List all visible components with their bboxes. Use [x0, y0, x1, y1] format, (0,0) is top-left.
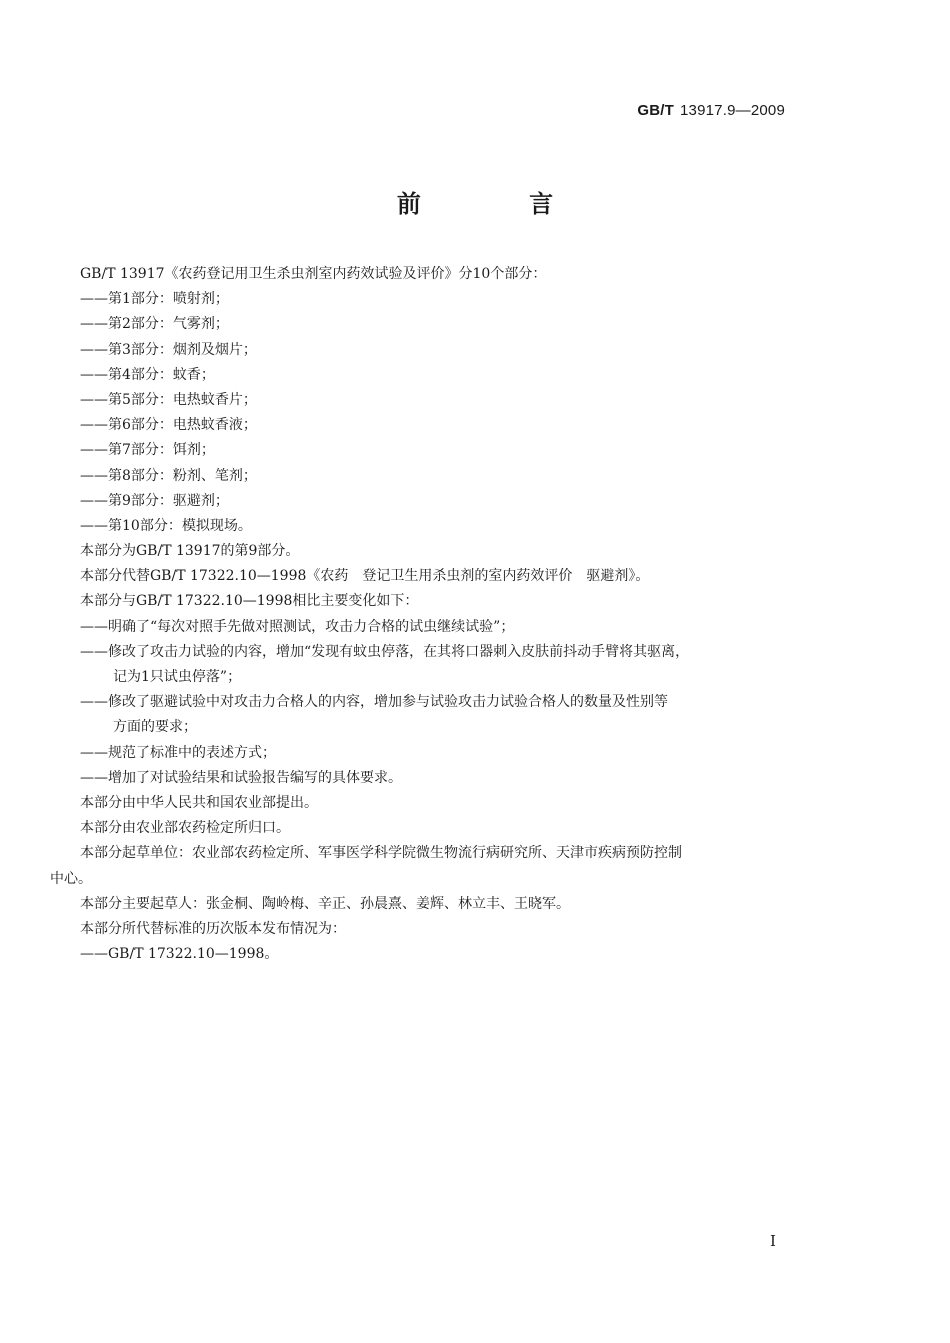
text-line: ——第2部分：气雾剂； — [80, 316, 229, 333]
page-number: I — [770, 1232, 776, 1250]
text-line: 本部分所代替标准的历次版本发布情况为： — [80, 920, 346, 937]
text-line: ——第8部分：粉剂、笔剂； — [80, 467, 257, 484]
foreword-body — [50, 262, 790, 967]
text-line: 本部分主要起草人：张金桐、陶岭梅、辛正、孙晨熹、姜辉、林立丰、王晓军。 — [80, 895, 570, 912]
page-title: 前 言 — [396, 190, 604, 218]
text-line: ——第6部分：电热蚊香液； — [80, 417, 257, 434]
text-line: 本部分由农业部农药检定所归口。 — [80, 820, 290, 837]
standard-code — [637, 102, 785, 119]
text-line: 中心。 — [50, 870, 92, 887]
text-line: ——第5部分：电热蚊香片； — [80, 391, 257, 408]
text-line: 本部分与GB/T 17322.10—1998相比主要变化如下： — [80, 593, 419, 610]
text-line: ——规范了标准中的表述方式； — [80, 744, 276, 761]
text-line: ——第1部分：喷射剂； — [80, 291, 229, 308]
standard-prefix: GB/T — [637, 102, 674, 119]
text-line: 本部分代替GB/T 17322.10—1998《农药 登记卫生用杀虫剂的室内药效评价 驱避剂》。 — [80, 568, 650, 585]
text-line: ——增加了对试验结果和试验报告编写的具体要求。 — [80, 769, 402, 786]
text-line: ——第4部分：蚊香； — [80, 366, 215, 383]
text-line: ——第9部分：驱避剂； — [80, 492, 229, 509]
text-line: ——第7部分：饵剂； — [80, 442, 215, 459]
text-line: ——修改了驱避试验中对攻击力合格人的内容，增加参与试验攻击力试验合格人的数量及性别等 — [80, 694, 668, 711]
text-line: 本部分由中华人民共和国农业部提出。 — [80, 794, 318, 811]
text-line: GB/T 13917《农药登记用卫生杀虫剂室内药效试验及评价》分10个部分： — [80, 266, 547, 282]
standard-number: 13917.9—2009 — [680, 102, 785, 119]
text-line: ——GB/T 17322.10—1998。 — [80, 946, 279, 963]
text-line: ——第10部分：模拟现场。 — [80, 517, 252, 534]
text-line: 方面的要求； — [113, 719, 197, 736]
text-line: 本部分为GB/T 13917的第9部分。 — [80, 543, 300, 560]
text-line: ——第3部分：烟剂及烟片； — [80, 341, 257, 358]
text-line: 本部分起草单位：农业部农药检定所、军事医学科学院微生物流行病研究所、天津市疾病预防控制 — [80, 845, 682, 862]
text-line: ——修改了攻击力试验的内容，增加“发现有蚊虫停落，在其将口器刺入皮肤前抖动手臂将其驱离， — [80, 643, 690, 660]
text-line: 记为1只试虫停落”； — [113, 669, 242, 685]
text-line: ——明确了“每次对照手先做对照测试，攻击力合格的试虫继续试验”； — [80, 618, 515, 635]
